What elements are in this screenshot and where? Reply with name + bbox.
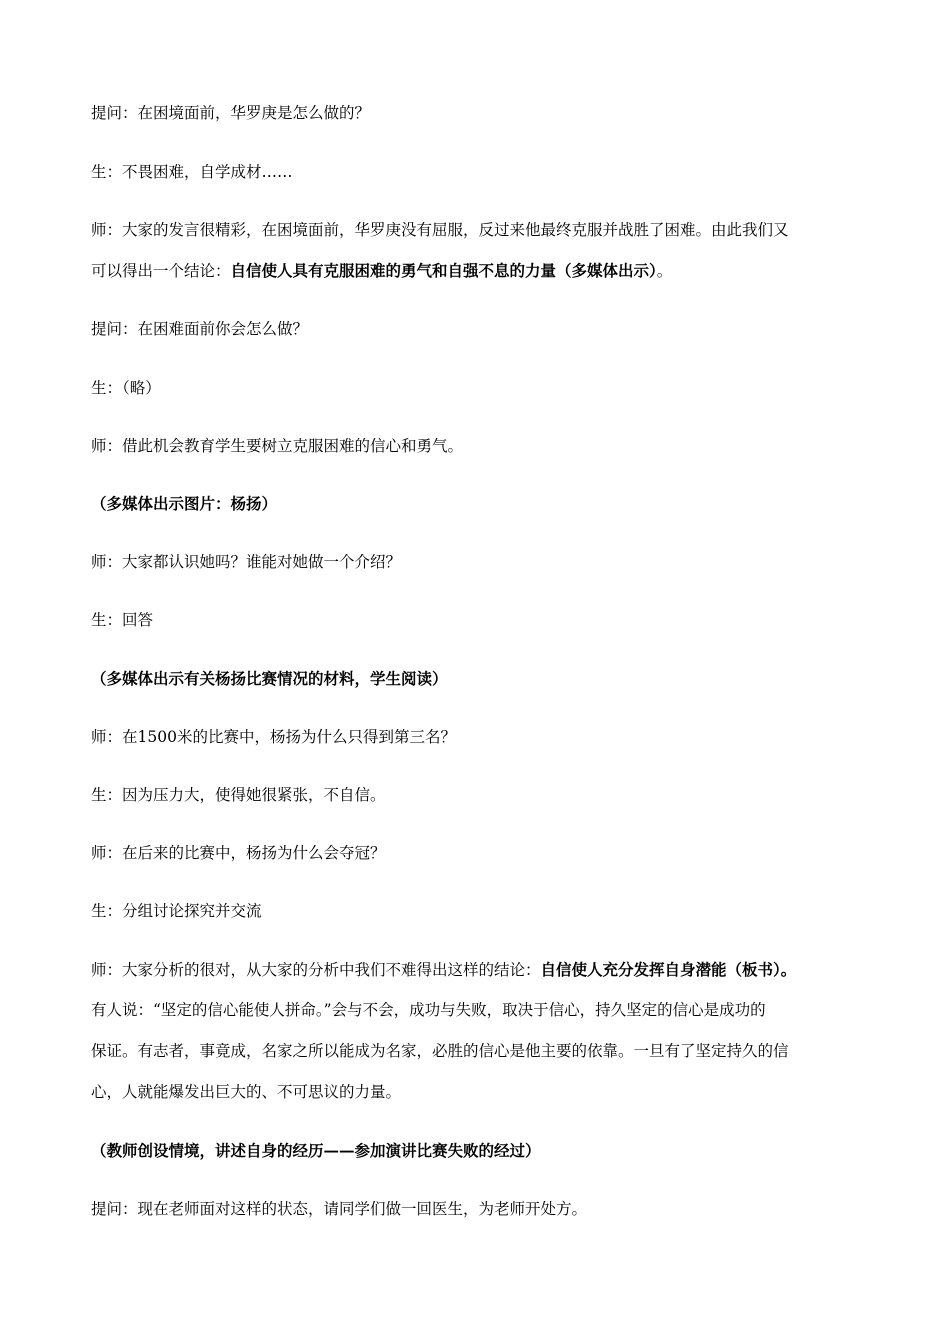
- conclusion-bold-2: 自信使人充分发挥自身潜能（板书）。: [540, 960, 797, 979]
- paragraph-student-answer-5: 生：分组讨论探究并交流: [91, 902, 262, 920]
- paragraph-question-difficulty: 提问：在困难面前你会怎么做？: [91, 320, 309, 338]
- paragraph-teacher-4: 师：在1500米的比赛中，杨扬为什么只得到第三名？: [91, 728, 456, 746]
- paragraph-media-material: （多媒体出示有关杨扬比赛情况的材料，学生阅读）: [91, 669, 448, 688]
- paragraph-question-hua: 提问：在困境面前，华罗庚是怎么做的？: [91, 104, 371, 122]
- paragraph-student-answer-1: 生：不畏困难，自学成材……: [91, 163, 293, 181]
- paragraph-student-answer-4: 生：因为压力大，使得她很紧张，不自信。: [91, 786, 386, 804]
- conclusion-lead: 可以得出一个结论：: [91, 262, 231, 280]
- paragraph-teacher-6-line-4: 心，人就能爆发出巨大的、不可思议的力量。: [91, 1083, 402, 1101]
- paragraph-teacher-1-line-1: 师：大家的发言很精彩，在困境面前，华罗庚没有屈服，反过来他最终克服并战胜了困难。由此我们又: [91, 221, 789, 239]
- paragraph-teacher-6-line-2: 有人说：“坚定的信心能使人拼命。”会与不会，成功与失败，取决于信心，持久坚定的信心是成功的: [91, 1001, 766, 1019]
- paragraph-student-answer-2: 生：（略）: [91, 379, 161, 397]
- paragraph-teacher-1-line-2: [91, 261, 861, 281]
- conclusion-end: 。: [656, 262, 673, 280]
- paragraph-teacher-5: 师：在后来的比赛中，杨扬为什么会夺冠？: [91, 844, 386, 862]
- analysis-lead: 师：大家分析的很对，从大家的分析中我们不难得出这样的结论：: [91, 961, 541, 979]
- paragraph-teacher-2: 师：借此机会教育学生要树立克服困难的信心和勇气。: [91, 437, 464, 455]
- paragraph-media-image: （多媒体出示图片：杨扬）: [91, 494, 278, 513]
- paragraph-question-prescription: 提问：现在老师面对这样的状态，请同学们做一回医生，为老师开处方。: [91, 1200, 588, 1218]
- paragraph-student-answer-3: 生：回答: [91, 611, 154, 629]
- paragraph-teacher-3: 师：大家都认识她吗？谁能对她做一个介绍？: [91, 553, 402, 571]
- paragraph-teacher-6-line-3: 保证。有志者，事竟成，名家之所以能成为名家，必胜的信心是他主要的依靠。一旦有了坚定持久的信: [91, 1042, 789, 1060]
- paragraph-teacher-6-line-1: [91, 960, 861, 980]
- conclusion-bold-1: 自信使人具有克服困难的勇气和自强不息的力量（多媒体出示）: [230, 261, 657, 280]
- paragraph-scenario: （教师创设情境，讲述自身的经历——参加演讲比赛失败的经过）: [91, 1141, 541, 1160]
